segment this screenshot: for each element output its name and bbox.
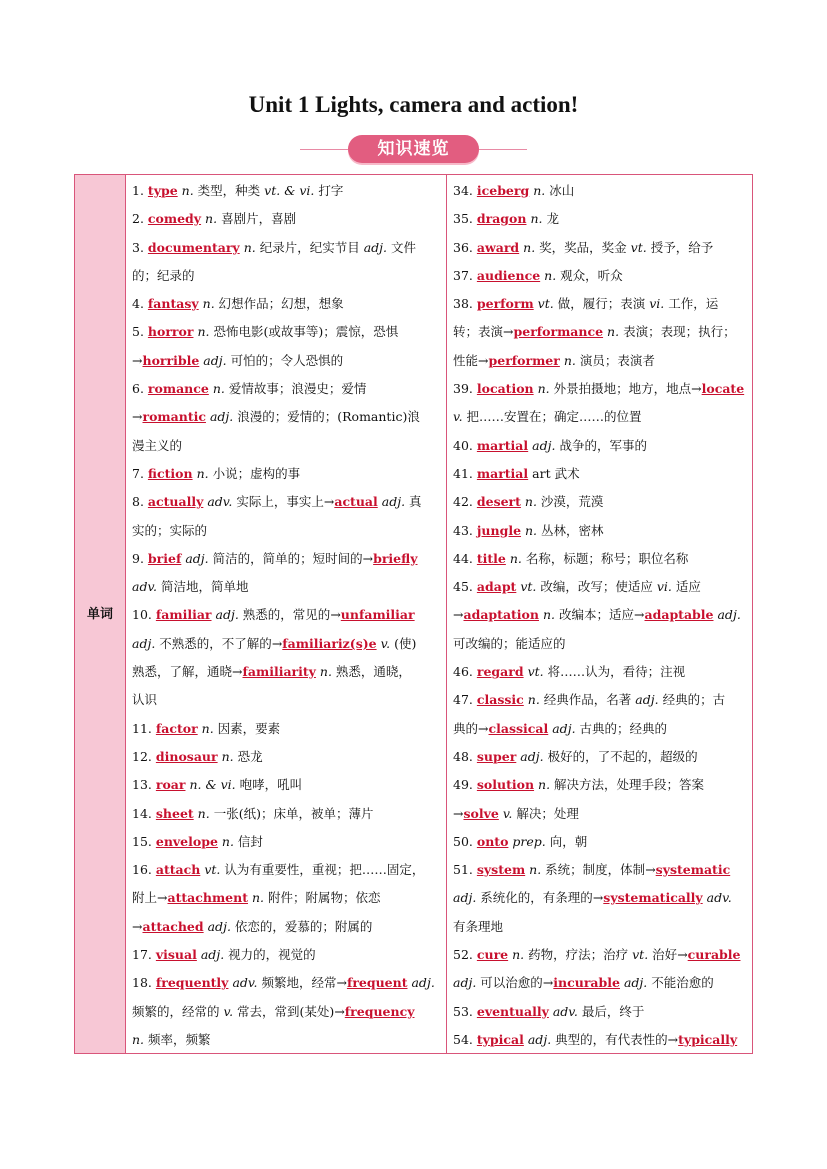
vocab-line: adj. 可以治愈的→incurable adj. 不能治愈的: [453, 975, 714, 991]
vocab-line: 42. desert n. 沙漠，荒漠: [453, 494, 604, 510]
vocab-line: 频繁的，经常的 v. 常去，常到(某处)→frequency: [132, 1003, 415, 1019]
vocab-line: 3. documentary n. 纪录片，纪实节目 adj. 文件: [132, 239, 417, 255]
vocab-line: 40. martial adj. 战争的，军事的: [453, 437, 647, 453]
vocab-line: 6. romance n. 爱情故事；浪漫史；爱情: [132, 381, 367, 397]
vocab-line: →adaptation n. 改编本；适应→adaptable adj.: [453, 607, 741, 623]
vocab-line: 转；表演→performance n. 表演；表现；执行；: [453, 324, 736, 340]
vocab-line: 8. actually adv. 实际上，事实上→actual adj. 真: [132, 494, 422, 510]
banner-left-rule: [300, 149, 348, 150]
vocab-line: 14. sheet n. 一张(纸)；床单，被单；薄片: [132, 805, 374, 821]
vocabulary-table: [74, 174, 753, 1054]
vocab-line: 51. system n. 系统；制度，体制→systematic: [453, 862, 731, 878]
vocab-line: →attached adj. 依恋的，爱慕的；附属的: [132, 918, 373, 934]
vocab-line: 46. regard vt. 将……认为，看待；注视: [453, 664, 686, 680]
vocab-line: 实的；实际的: [132, 522, 208, 538]
vocab-line: 54. typical adj. 典型的，有代表性的→typically: [453, 1031, 738, 1047]
vocab-line: 熟悉，了解，通晓→familiarity n. 熟悉，通晓，: [132, 664, 411, 680]
vocab-line: 49. solution n. 解决方法，处理手段；答案: [453, 777, 705, 793]
vocab-line: 2. comedy n. 喜剧片，喜剧: [132, 211, 297, 227]
vocab-line: 45. adapt vt. 改编，改写；使适应 vi. 适应: [453, 579, 701, 595]
vocab-line: adv. 简洁地，简单地: [132, 579, 249, 595]
vocab-line: 35. dragon n. 龙: [453, 211, 559, 227]
vocab-line: adj. 系统化的，有条理的→systematically adv.: [453, 890, 732, 906]
vocab-line: 50. onto prep. 向，朝: [453, 833, 588, 849]
vocab-line: →romantic adj. 浪漫的；爱情的；(Romantic)浪: [132, 409, 420, 425]
vocab-line: 性能→performer n. 演员；表演者: [453, 352, 655, 368]
vocab-line: →solve v. 解决；处理: [453, 805, 579, 821]
vocab-line: 52. cure n. 药物，疗法；治疗 vt. 治好→curable: [453, 947, 741, 963]
vocabulary-column-left: [126, 175, 447, 1053]
vocab-line: 1. type n. 类型，种类 vt. & vi. 打字: [132, 183, 344, 198]
vocab-line: 48. super adj. 极好的，了不起的，超级的: [453, 748, 698, 764]
vocab-line: 认识: [132, 692, 158, 708]
vocab-line: 37. audience n. 观众，听众: [453, 267, 623, 283]
vocab-line: 典的→classical adj. 古典的；经典的: [453, 720, 668, 736]
vocab-line: 38. perform vt. 做，履行；表演 vi. 工作，运: [453, 296, 719, 312]
vocab-line: 7. fiction n. 小说；虚构的事: [132, 465, 301, 481]
vocab-line: 47. classic n. 经典作品，名著 adj. 经典的；古: [453, 692, 726, 708]
category-label: 单词: [86, 607, 113, 622]
vocab-line: 36. award n. 奖，奖品，奖金 vt. 授予，给予: [453, 239, 714, 255]
vocab-line: 5. horror n. 恐怖电影(或故事等)；震惊，恐惧: [132, 324, 399, 340]
vocab-line: 附上→attachment n. 附件；附属物；依恋: [132, 890, 381, 906]
section-banner: [300, 135, 527, 165]
vocab-line: 39. location n. 外景拍摄地；地方，地点→locate: [453, 381, 745, 397]
vocab-line: 11. factor n. 因素，要素: [132, 720, 281, 736]
vocab-line: n. 频率，频繁: [132, 1031, 211, 1047]
vocab-line: 18. frequently adv. 频繁地，经常→frequent adj.: [132, 975, 435, 991]
vocab-line: 13. roar n. & vi. 咆哮，吼叫: [132, 777, 303, 793]
vocab-line: 17. visual adj. 视力的，视觉的: [132, 947, 316, 963]
vocab-line: 16. attach vt. 认为有重要性，重视；把……固定，: [132, 862, 425, 878]
vocabulary-column-right: [447, 175, 752, 1053]
vocab-line: 9. brief adj. 简洁的，简单的；短时间的→briefly: [132, 550, 418, 566]
vocab-line: 53. eventually adv. 最后，终于: [453, 1003, 645, 1019]
vocab-line: →horrible adj. 可怕的；令人恐惧的: [132, 352, 344, 368]
vocab-line: adj. 不熟悉的，不了解的→familiariz(s)e v. (使): [132, 635, 417, 651]
vocab-line: 漫主义的: [132, 437, 183, 453]
banner-right-rule: [479, 149, 527, 150]
vocab-line: 4. fantasy n. 幻想作品；幻想，想象: [132, 296, 344, 312]
page-title: Unit 1 Lights, camera and action!: [248, 92, 579, 117]
vocab-line: 15. envelope n. 信封: [132, 833, 263, 849]
vocab-line: 12. dinosaur n. 恐龙: [132, 748, 263, 764]
vocab-line: 有条理地: [453, 918, 504, 934]
vocab-line: 10. familiar adj. 熟悉的，常见的→unfamiliar: [132, 607, 415, 623]
vocab-line: 可改编的；能适应的: [453, 635, 566, 651]
vocab-line: v. 把……安置在；确定……的位置: [453, 409, 642, 425]
vocab-line: 44. title n. 名称，标题；称号；职位名称: [453, 550, 689, 566]
vocab-line: 的；纪录的: [132, 267, 195, 283]
category-cell: [75, 175, 126, 1053]
vocab-line: 34. iceberg n. 冰山: [453, 183, 575, 198]
banner-label: 知识速览: [348, 135, 479, 163]
vocab-line: 41. martial art 武术: [453, 465, 580, 481]
vocab-line: 43. jungle n. 丛林，密林: [453, 522, 604, 538]
